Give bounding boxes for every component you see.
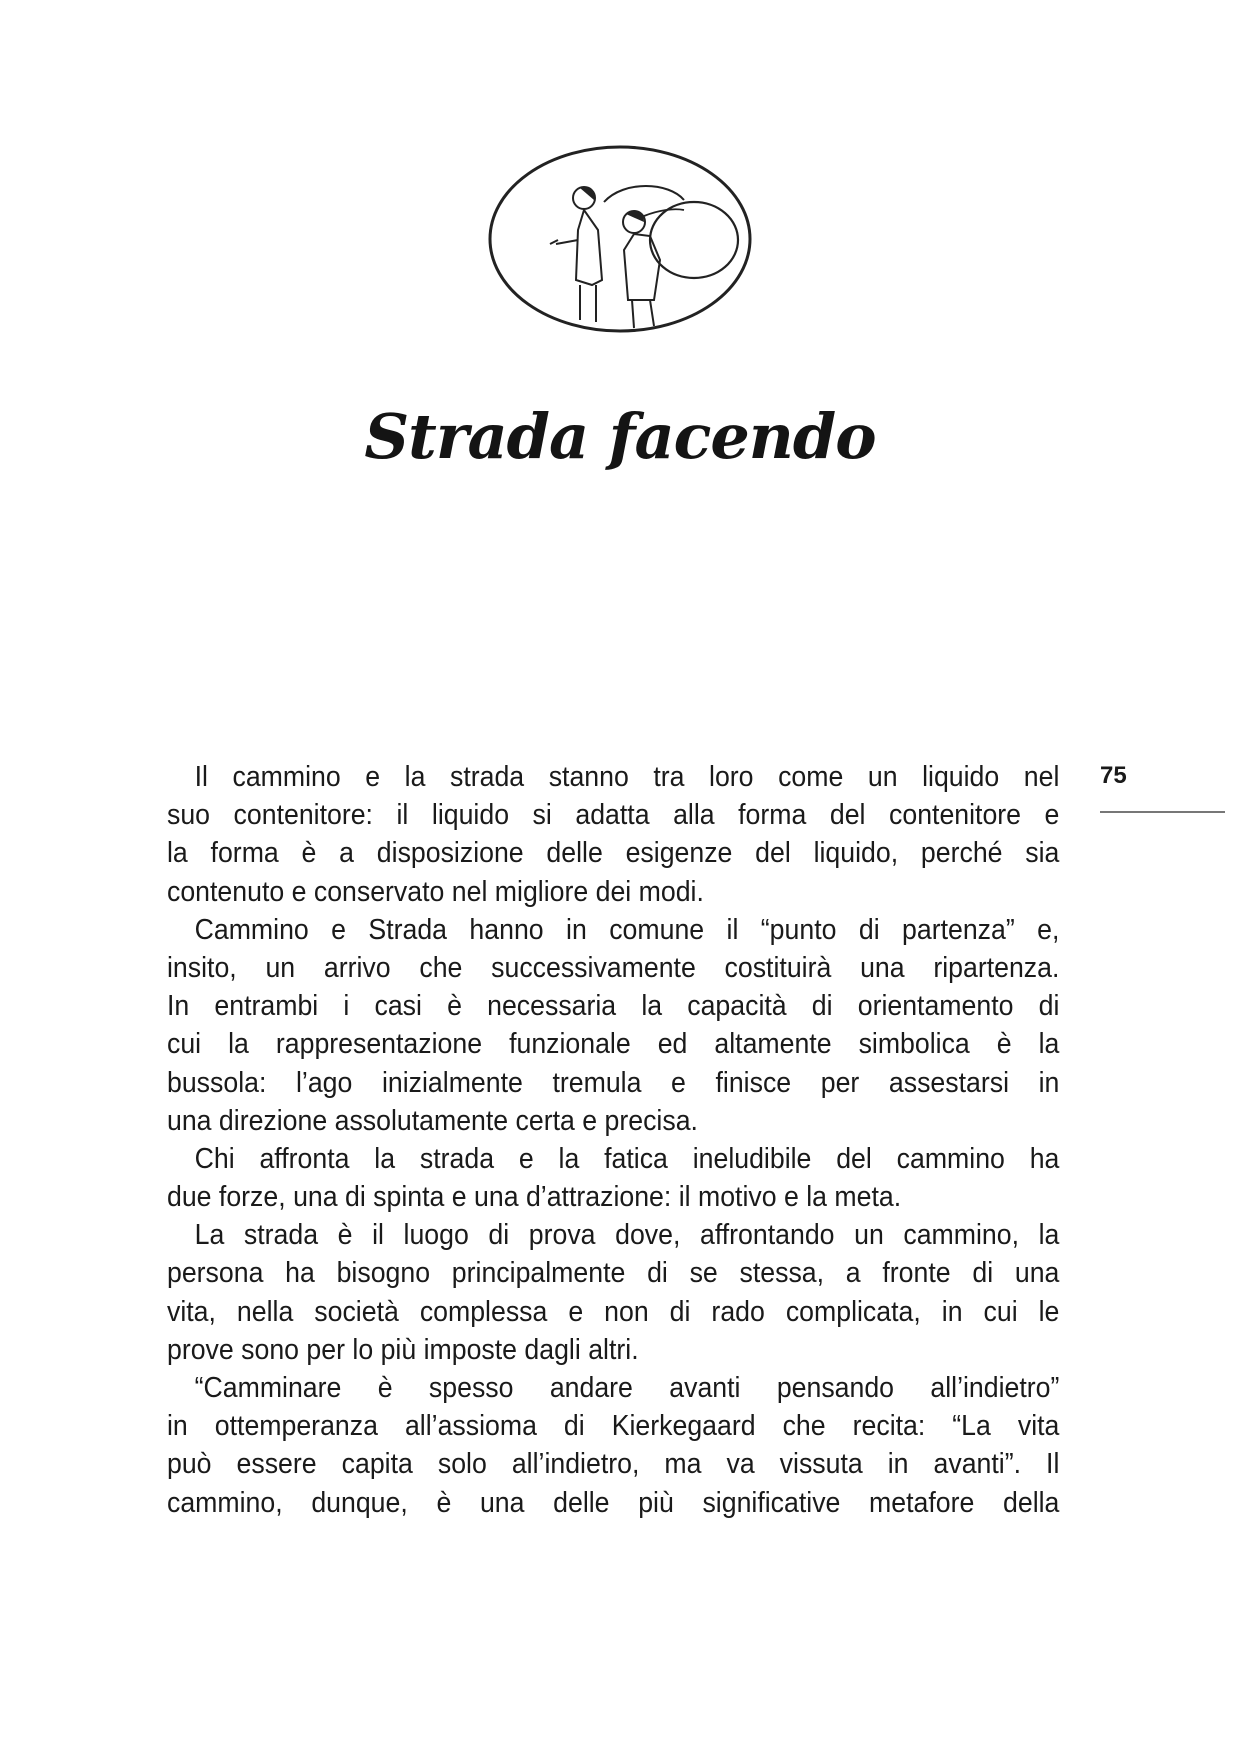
chapter-title: Strada facendo <box>364 400 876 473</box>
text-line: può essere capita solo all’indietro, ma va vissuta in avanti”. Il <box>167 1448 1060 1481</box>
text-line: la forma è a disposizione delle esigenze del liquido, perché sia <box>167 837 1060 870</box>
text-line: In entrambi i casi è necessaria la capacità di orientamento di <box>167 990 1060 1023</box>
text-line: insito, un arrivo che successivamente costituirà una ripartenza. <box>167 951 1060 984</box>
text-line: vita, nella società complessa e non di rado complicata, in cui le <box>167 1295 1060 1328</box>
text-line: Cammino e Strada hanno in comune il “punto di partenza” e, <box>194 913 1060 946</box>
text-line: La strada è il luogo di prova dove, affrontando un cammino, la <box>194 1219 1060 1252</box>
text-line: cammino, dunque, è una delle più significative metafore della <box>167 1486 1060 1519</box>
body-text <box>167 758 1059 1522</box>
text-line: una direzione assolutamente certa e precisa. <box>167 1104 698 1137</box>
text-line: Il cammino e la strada stanno tra loro come un liquido nel <box>194 761 1060 793</box>
text-line: Chi affronta la strada e la fatica ineludibile del cammino ha <box>194 1142 1060 1175</box>
page-number: 75 <box>1100 762 1127 789</box>
text-line: bussola: l’ago inizialmente tremula e finisce per assestarsi in <box>167 1066 1060 1099</box>
text-line: in ottemperanza all’assioma di Kierkegaard che recita: “La vita <box>167 1410 1060 1443</box>
text-line: cui la rappresentazione funzionale ed altamente simbolica è la <box>167 1028 1060 1061</box>
text-line: suo contenitore: il liquido si adatta alla forma del contenitore e <box>167 799 1060 832</box>
page-number-rule <box>1100 811 1225 813</box>
two-pilgrims-walking-icon <box>484 140 756 338</box>
text-line: persona ha bisogno principalmente di se stessa, a fronte di una <box>167 1257 1060 1290</box>
text-line: due forze, una di spinta e una d’attrazione: il motivo e la meta. <box>167 1181 902 1214</box>
text-line: contenuto e conservato nel migliore dei modi. <box>167 875 704 908</box>
text-line: “Camminare è spesso andare avanti pensando all’indietro” <box>194 1372 1060 1404</box>
text-line: prove sono per lo più imposte dagli altri. <box>167 1333 639 1366</box>
pilgrims-illustration <box>484 140 756 338</box>
